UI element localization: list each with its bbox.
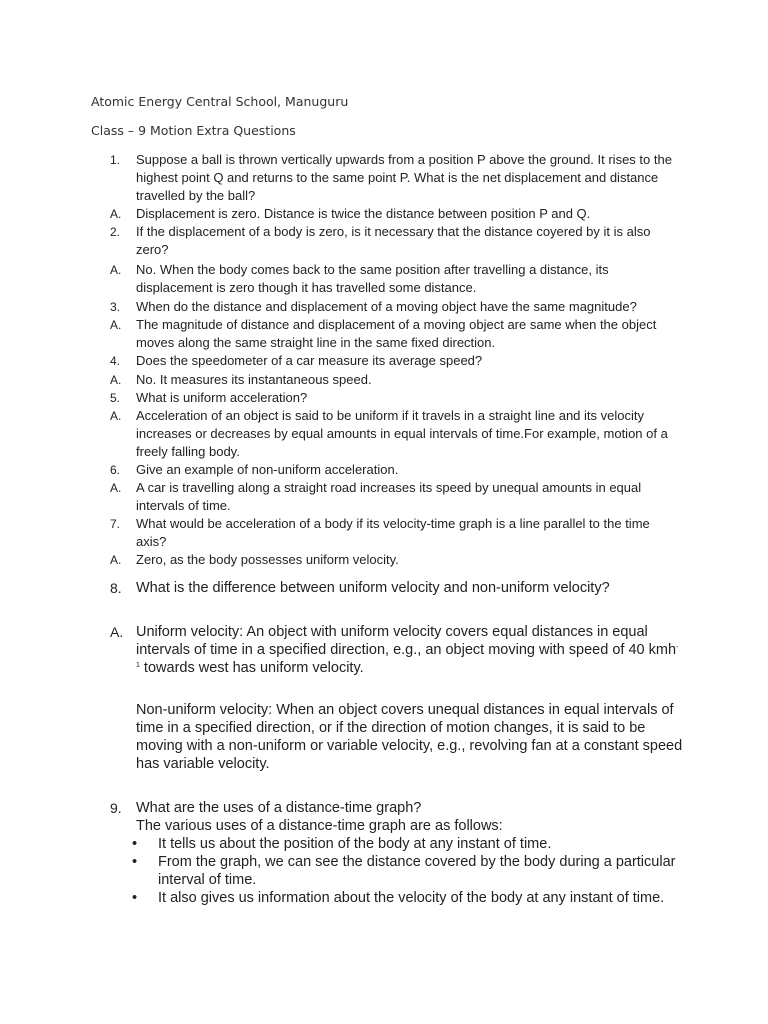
question-text: Give an example of non-uniform acceleration. bbox=[136, 462, 399, 477]
bullet-item bbox=[132, 853, 682, 889]
bullet-icon: • bbox=[132, 890, 138, 906]
question-text: What is uniform acceleration? bbox=[136, 390, 308, 405]
answer-6 bbox=[110, 479, 680, 515]
question-4 bbox=[110, 352, 680, 370]
question-text: Suppose a ball is thrown vertically upwards from a position P above the ground. It rises to the highest point Q and returns to the same point P. What is the net displacement and distance travelled by the ball? bbox=[136, 152, 672, 203]
question-marker: 2. bbox=[110, 225, 121, 239]
answer-8 bbox=[110, 623, 680, 677]
answer-2 bbox=[110, 261, 680, 297]
answer-3 bbox=[110, 316, 680, 352]
answer-marker: A. bbox=[110, 624, 124, 640]
question-marker: 8. bbox=[110, 580, 122, 596]
question-marker: 1. bbox=[110, 153, 121, 167]
answer-text: Acceleration of an object is said to be uniform if it travels in a straight line and its velocity increases or decreases by equal amounts in equal intervals of time.For example, motion of a freely falling body. bbox=[136, 408, 668, 459]
bullet-text: It also gives us information about the velocity of the body at any instant of time. bbox=[158, 890, 665, 906]
question-marker: 3. bbox=[110, 300, 121, 314]
question-text: When do the distance and displacement of a moving object have the same magnitude? bbox=[136, 299, 637, 314]
question-text: What are the uses of a distance-time graph? bbox=[136, 800, 422, 816]
answer-5 bbox=[110, 407, 680, 461]
unit-exponent: -1 bbox=[136, 644, 679, 669]
bullet-text: From the graph, we can see the distance covered by the body during a particular interval of time. bbox=[158, 854, 676, 888]
answer-marker: A. bbox=[110, 207, 122, 221]
bullet-item bbox=[132, 835, 682, 853]
question-text: What would be acceleration of a body if its velocity-time graph is a line parallel to the time axis? bbox=[136, 516, 650, 549]
answer-1 bbox=[110, 205, 680, 223]
answer-marker: A. bbox=[110, 409, 122, 423]
answer-intro: The various uses of a distance-time graph are as follows: bbox=[136, 818, 503, 834]
question-2 bbox=[110, 223, 680, 259]
answer-text: The magnitude of distance and displacement of a moving object are same when the object moves along the same straight line in the same fixed direction. bbox=[136, 317, 657, 350]
bullet-item bbox=[132, 889, 682, 907]
bullet-icon: • bbox=[132, 854, 138, 870]
question-5 bbox=[110, 389, 680, 407]
answer-text bbox=[136, 623, 680, 677]
answer-marker: A. bbox=[110, 481, 122, 495]
question-8 bbox=[110, 579, 680, 597]
answer-marker: A. bbox=[110, 553, 122, 567]
answer-marker: A. bbox=[110, 318, 122, 332]
answer-text: No. It measures its instantaneous speed. bbox=[136, 372, 372, 387]
question-1 bbox=[110, 151, 680, 205]
question-marker: 9. bbox=[110, 800, 122, 816]
answer-text: A car is travelling along a straight road increases its speed by unequal amounts in equal intervals of time. bbox=[136, 480, 642, 513]
answer-marker: A. bbox=[110, 263, 122, 277]
answer-4 bbox=[110, 371, 680, 389]
question-text: If the displacement of a body is zero, is it necessary that the distance coyered by it is also zero? bbox=[136, 224, 651, 257]
question-3 bbox=[110, 298, 680, 316]
answer-7 bbox=[110, 551, 680, 569]
uniform-velocity-text: Uniform velocity: An object with uniform velocity covers equal distances in equal intervals of time in a specified direction, e.g., an object moving with speed of 40 kmh bbox=[136, 624, 677, 658]
question-text: What is the difference between uniform velocity and non-uniform velocity? bbox=[136, 580, 610, 596]
question-marker: 6. bbox=[110, 463, 121, 477]
bullet-icon: • bbox=[132, 836, 138, 852]
question-marker: 7. bbox=[110, 517, 121, 531]
uniform-velocity-text-end: towards west has uniform velocity. bbox=[139, 660, 364, 676]
answer-text: No. When the body comes back to the same position after travelling a distance, its displacement is zero though it has travelled some distance. bbox=[136, 262, 609, 295]
school-name: Atomic Energy Central School, Manuguru bbox=[91, 94, 349, 109]
question-marker: 4. bbox=[110, 354, 121, 368]
question-marker: 5. bbox=[110, 391, 121, 405]
question-6 bbox=[110, 461, 680, 479]
answer-text: Displacement is zero. Distance is twice the distance between position P and Q. bbox=[136, 206, 591, 221]
answer-text: Zero, as the body possesses uniform velocity. bbox=[136, 552, 399, 567]
answer-marker: A. bbox=[110, 373, 122, 387]
bullet-text: It tells us about the position of the body at any instant of time. bbox=[158, 836, 552, 852]
question-9 bbox=[110, 799, 680, 817]
question-text: Does the speedometer of a car measure its average speed? bbox=[136, 353, 483, 368]
question-7 bbox=[110, 515, 680, 551]
document-subtitle: Class – 9 Motion Extra Questions bbox=[91, 123, 296, 138]
nonuniform-velocity-paragraph: Non-uniform velocity: When an object covers unequal distances in equal intervals of time in a specified direction, or if the direction of motion changes, it is said to be moving with a non-uniform or variable velocity, e.g., revolving fan at a constant speed has variable velocity. bbox=[136, 702, 683, 772]
